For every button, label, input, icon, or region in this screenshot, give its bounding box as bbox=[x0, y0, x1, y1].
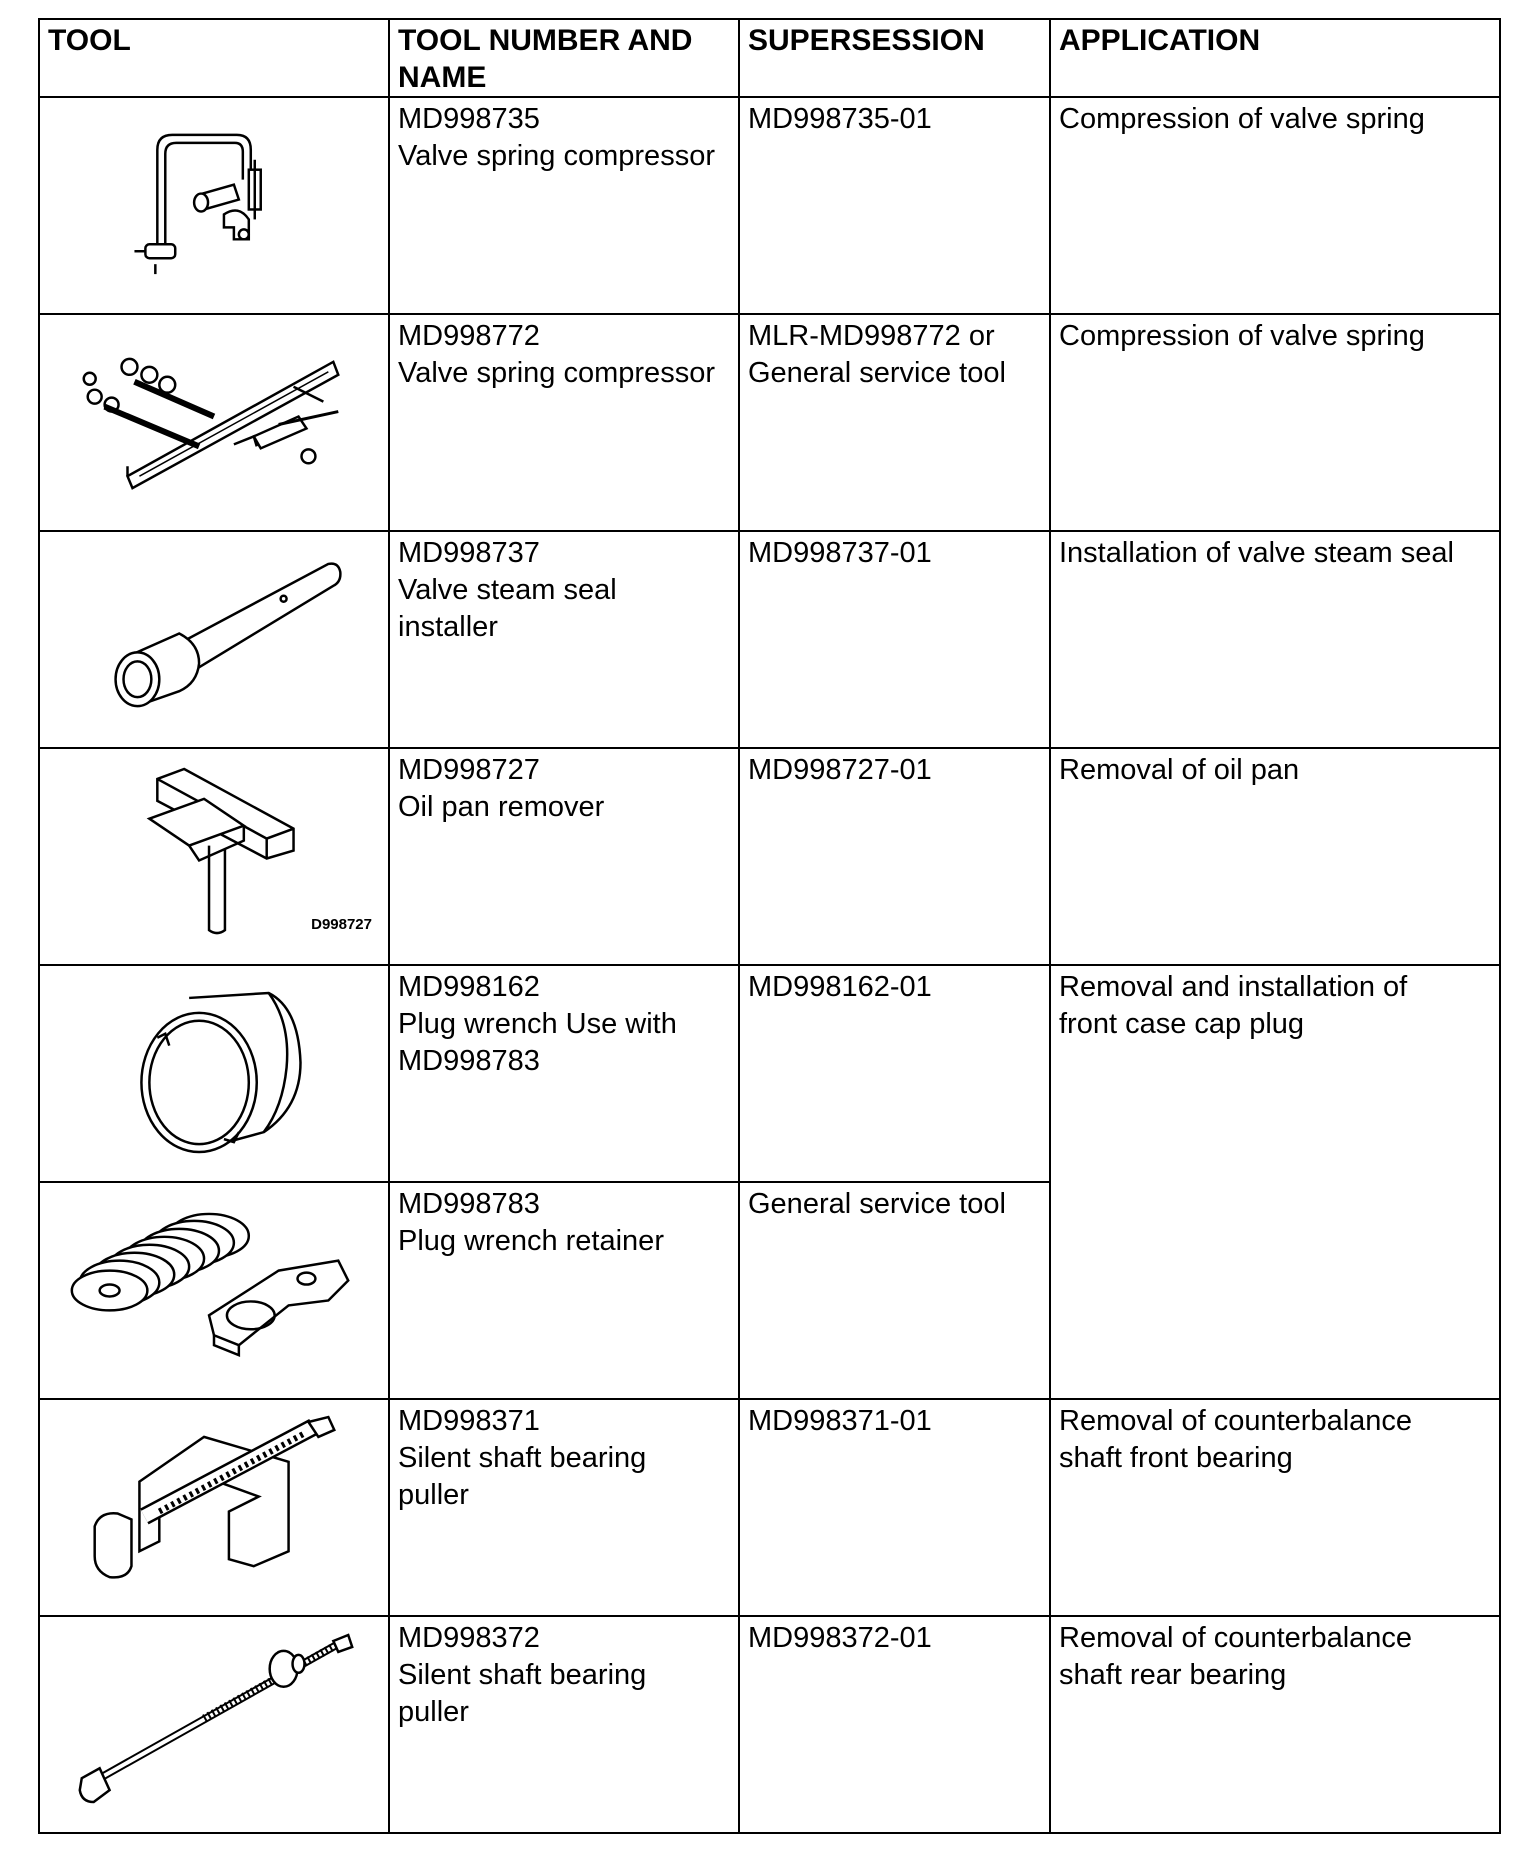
tool-name: Plug wrench Use with bbox=[398, 1008, 677, 1040]
tool-illustration-cell bbox=[39, 1182, 389, 1399]
tool-number-name-cell bbox=[389, 97, 739, 314]
header-application: APPLICATION bbox=[1050, 19, 1500, 97]
application-cell: Removal of counterbalance shaft rear bearing bbox=[1050, 1616, 1500, 1833]
table-row bbox=[39, 748, 1500, 965]
tool-name: Oil pan remover bbox=[398, 791, 605, 823]
application-cell: Installation of valve steam seal bbox=[1050, 531, 1500, 748]
tool-number: MD998371 bbox=[398, 1405, 540, 1437]
plug-wrench-icon bbox=[40, 966, 388, 1181]
tool-name: Silent shaft bearing bbox=[398, 1659, 647, 1691]
tool-illustration-cell bbox=[39, 748, 389, 965]
supersession-cell: MD998737-01 bbox=[739, 531, 1050, 748]
application-cell: Removal and installation of front case cap plug bbox=[1050, 965, 1500, 1399]
supersession-cell: MD998162-01 bbox=[739, 965, 1050, 1182]
valve-stem-seal-installer-icon bbox=[40, 532, 388, 747]
tool-name: Valve spring compressor bbox=[398, 357, 715, 389]
table-row bbox=[39, 1616, 1500, 1833]
tool-number-name-cell bbox=[389, 314, 739, 531]
supersession-cell: MD998372-01 bbox=[739, 1616, 1050, 1833]
tool-number: MD998783 bbox=[398, 1188, 540, 1220]
tool-illustration-cell bbox=[39, 97, 389, 314]
table-row bbox=[39, 97, 1500, 314]
tool-illustration-cell bbox=[39, 1399, 389, 1616]
header-supersession: SUPERSESSION bbox=[739, 19, 1050, 97]
application-cell: Compression of valve spring bbox=[1050, 314, 1500, 531]
tool-number-name-cell: MD998372 Silent shaft bearing puller bbox=[389, 1616, 739, 1833]
supersession-cell: MD998371-01 bbox=[739, 1399, 1050, 1616]
supersession-cell: MD998735-01 bbox=[739, 97, 1050, 314]
supersession-cell: General service tool bbox=[739, 1182, 1050, 1399]
header-tool-number-and-name: TOOL NUMBER AND NAME bbox=[389, 19, 739, 97]
application-cell: Compression of valve spring bbox=[1050, 97, 1500, 314]
bearing-puller-front-icon bbox=[40, 1400, 388, 1615]
supersession-cell: MD998727-01 bbox=[739, 748, 1050, 965]
table-row bbox=[39, 1399, 1500, 1616]
header-tool: TOOL bbox=[39, 19, 389, 97]
valve-spring-compressor-clamp-icon bbox=[40, 98, 388, 313]
tool-number-name-cell: MD998162 Plug wrench Use with MD998783 bbox=[389, 965, 739, 1182]
tool-number: MD998772 bbox=[398, 320, 540, 352]
supersession-cell: MLR-MD998772 or General service tool bbox=[739, 314, 1050, 531]
tool-illustration-cell bbox=[39, 1616, 389, 1833]
tool-number: MD998735 bbox=[398, 103, 540, 135]
header-row bbox=[39, 19, 1500, 97]
plug-wrench-retainer-icon bbox=[40, 1183, 388, 1398]
tool-name: Valve spring compressor bbox=[398, 140, 715, 172]
application-cell: Removal of counterbalance shaft front bearing bbox=[1050, 1399, 1500, 1616]
tool-illustration-cell bbox=[39, 314, 389, 531]
table-row bbox=[39, 531, 1500, 748]
tool-number: MD998372 bbox=[398, 1622, 540, 1654]
tool-number: MD998737 bbox=[398, 537, 540, 569]
tool-number: MD998727 bbox=[398, 754, 540, 786]
tool-illustration-cell bbox=[39, 965, 389, 1182]
tool-number-name-cell: MD998371 Silent shaft bearing puller bbox=[389, 1399, 739, 1616]
tool-number-name-cell bbox=[389, 748, 739, 965]
table-row bbox=[39, 965, 1500, 1182]
tool-name: Valve steam seal bbox=[398, 574, 617, 606]
illustration-code: D998727 bbox=[311, 916, 372, 933]
table-row bbox=[39, 314, 1500, 531]
valve-spring-compressor-bar-icon bbox=[40, 315, 388, 530]
application-cell: Removal of oil pan bbox=[1050, 748, 1500, 965]
tool-name: Plug wrench retainer bbox=[398, 1225, 664, 1257]
bearing-puller-rear-icon bbox=[40, 1617, 388, 1832]
tool-number-name-cell: MD998737 Valve steam seal installer bbox=[389, 531, 739, 748]
tool-number: MD998162 bbox=[398, 971, 540, 1003]
tool-name: Silent shaft bearing bbox=[398, 1442, 647, 1474]
special-tools-table bbox=[38, 18, 1501, 1834]
tool-illustration-cell bbox=[39, 531, 389, 748]
tool-number-name-cell bbox=[389, 1182, 739, 1399]
